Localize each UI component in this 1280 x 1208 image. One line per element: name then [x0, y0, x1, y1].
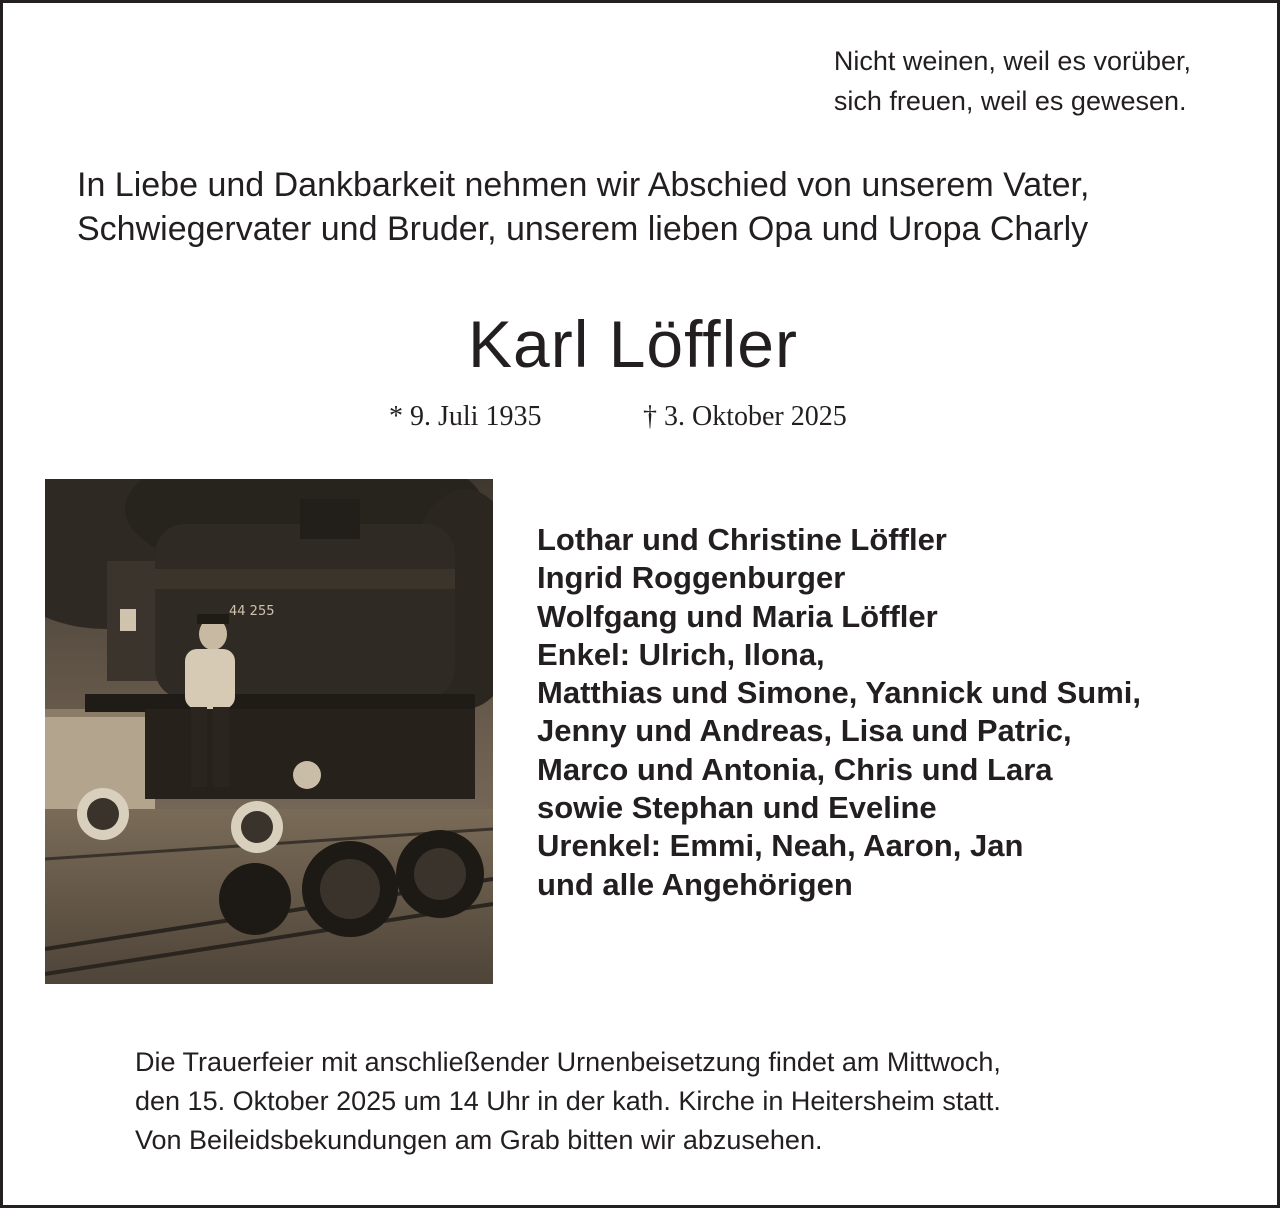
intro-text	[77, 163, 1227, 251]
mourner-line: Enkel: Ulrich, Ilona,	[537, 636, 825, 672]
mourner-line: Lothar und Christine Löffler	[537, 522, 947, 557]
deceased-name: Karl Löffler	[468, 307, 798, 381]
mourner-line: Jenny und Andreas, Lisa und Patric,	[537, 713, 1072, 749]
mourner-line: Marco und Antonia, Chris und Lara	[537, 751, 1053, 787]
death-date: † 3. Oktober 2025	[643, 401, 847, 432]
ceremony-line: Von Beileidsbekundungen am Grab bitten wir abzusehen.	[135, 1125, 823, 1155]
ceremony-line: den 15. Oktober 2025 um 14 Uhr in der kath. Kirche in Heitersheim statt.	[135, 1086, 1001, 1116]
mourner-line: sowie Stephan und Eveline	[537, 790, 937, 826]
quote-line: sich freuen, weil es gewesen.	[833, 86, 1187, 116]
quote-line: Nicht weinen, weil es vorüber,	[833, 46, 1191, 76]
intro-line: Schwiegervater und Bruder, unserem lieben Opa und Uropa Charly	[77, 210, 1089, 248]
mourner-line: und alle Angehörigen	[537, 866, 853, 902]
memorial-quote	[834, 41, 1191, 121]
birth-date: * 9. Juli 1935	[389, 401, 542, 432]
ceremony-notice	[135, 1043, 1001, 1160]
mourner-line: Matthias und Simone, Yannick und Sumi,	[537, 675, 1142, 711]
ceremony-line: Die Trauerfeier mit anschließender Urnenbeisetzung findet am Mittwoch,	[135, 1047, 1001, 1077]
mourner-line: Urenkel: Emmi, Neah, Aaron, Jan	[537, 828, 1024, 864]
mourners-list	[537, 521, 1141, 904]
mourner-line: Ingrid Roggenburger	[537, 560, 846, 596]
locomotive-photo	[45, 479, 493, 984]
locomotive-number: 44 255	[229, 604, 275, 619]
intro-line: In Liebe und Dankbarkeit nehmen wir Abschied von unserem Vater,	[77, 166, 1090, 204]
mourner-line: Wolfgang und Maria Löffler	[537, 598, 938, 634]
